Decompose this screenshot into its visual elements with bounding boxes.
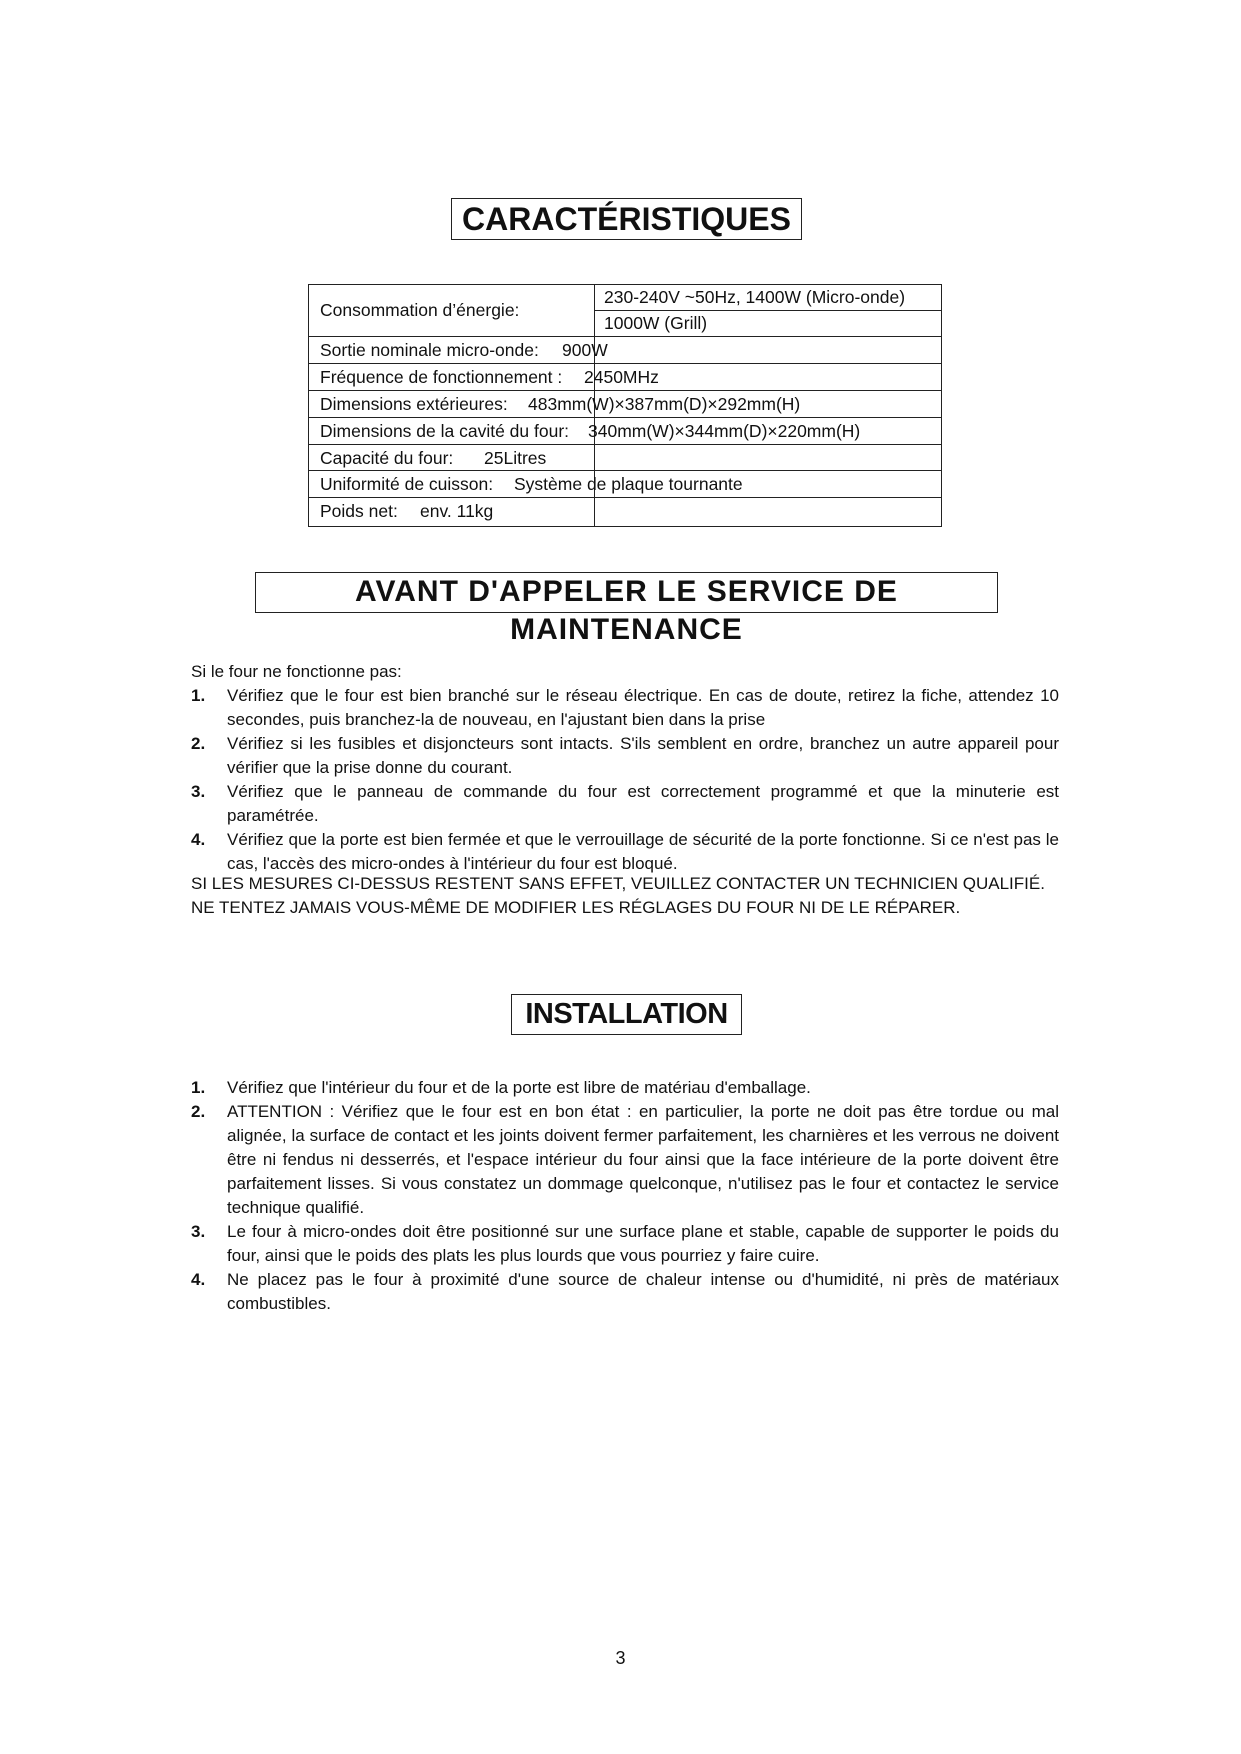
specs-title: CARACTÉRISTIQUES: [451, 198, 802, 240]
installation-list: [191, 1076, 1059, 1316]
spec-value-frequency: 2450MHz: [584, 367, 659, 387]
spec-value-outer-dimensions: 483mm(W)×387mm(D)×292mm(H): [528, 394, 801, 414]
list-item: 4. Ne placez pas le four à proximité d'une source de chaleur intense ou d'humidité, ni près de matériaux combustibles.: [191, 1270, 1059, 1313]
list-item: 2. Vérifiez si les fusibles et disjoncteurs sont intacts. S'ils semblent en ordre, branchez un autre appareil pour vérifier que la prise donne du courant.: [191, 734, 1059, 777]
spec-label-cavity-dimensions: Dimensions de la cavité du four:: [320, 421, 570, 441]
spec-label-uniformity: Uniformité de cuisson:: [320, 474, 494, 494]
list-item: 3. Le four à micro-ondes doit être positionné sur une surface plane et stable, capable de supporter le poids du four, ainsi que le poids des plats les plus lourds que vous pourriez y faire cuire.: [191, 1222, 1059, 1265]
spec-label-frequency: Fréquence de fonctionnement :: [320, 367, 563, 387]
installation-title: INSTALLATION: [511, 994, 742, 1035]
service-checklist: [191, 684, 1059, 876]
spec-value-power: 230-240V ~50Hz, 1400W (Micro-onde): [604, 287, 906, 307]
list-item: 2. ATTENTION : Vérifiez que le four est en bon état : en particulier, la porte ne doit pas être tordue ou mal alignée, la surface de contact et les joints doivent fermer parfaitement, les charnières et les verrous ne doivent être ni fendus ni desserrés, et l'espace intérieur du four ainsi que la face intérieure de la porte doivent être parfaitement lisses. Si vous constatez un dommage quelconque, n'utilisez pas le four et contactez le service technique qualifié.: [191, 1102, 1059, 1217]
spec-table: [308, 284, 942, 527]
page-number: 3: [615, 1648, 626, 1668]
spec-label-weight: Poids net:: [320, 501, 398, 521]
spec-value-weight: env. 11kg: [420, 501, 494, 521]
service-title: AVANT D'APPELER LE SERVICE DE MAINTENANCE: [255, 572, 998, 613]
service-intro: Si le four ne fonctionne pas:: [191, 662, 402, 681]
list-item: 1. Vérifiez que l'intérieur du four et de la porte est libre de matériau d'emballage.: [191, 1078, 811, 1097]
spec-label-capacity: Capacité du four:: [320, 448, 454, 468]
spec-label-output: Sortie nominale micro-onde:: [320, 340, 539, 360]
spec-label-outer-dimensions: Dimensions extérieures:: [320, 394, 508, 414]
list-item: 3. Vérifiez que le panneau de commande du four est correctement programmé et que la minuterie est paramétrée.: [191, 782, 1059, 825]
list-item: 4. Vérifiez que la porte est bien fermée et que le verrouillage de sécurité de la porte fonctionne. Si ce n'est pas le cas, l'accès des micro-ondes à l'intérieur du four est bloqué.: [191, 830, 1059, 873]
spec-label-power: Consommation d’énergie:: [320, 300, 520, 320]
spec-value-capacity: 25Litres: [484, 448, 547, 468]
list-item: 1. Vérifiez que le four est bien branché sur le réseau électrique. En cas de doute, retirez la fiche, attendez 10 secondes, puis branchez-la de nouveau, en l'ajustant bien dans la prise: [191, 686, 1059, 729]
spec-value-uniformity: Système de plaque tournante: [514, 474, 743, 494]
service-warning: SI LES MESURES CI-DESSUS RESTENT SANS EFFET, VEUILLEZ CONTACTER UN TECHNICIEN QUALIFIÉ. NE TENTEZ JAMAIS VOUS-MÊME DE MODIFIER LES RÉGLAGES DU FOUR NI DE LE RÉPARER.: [191, 874, 1045, 917]
spec-value-power-grill: 1000W (Grill): [604, 313, 708, 333]
spec-value-cavity-dimensions: 340mm(W)×344mm(D)×220mm(H): [588, 421, 861, 441]
spec-value-output: 900W: [562, 340, 608, 360]
